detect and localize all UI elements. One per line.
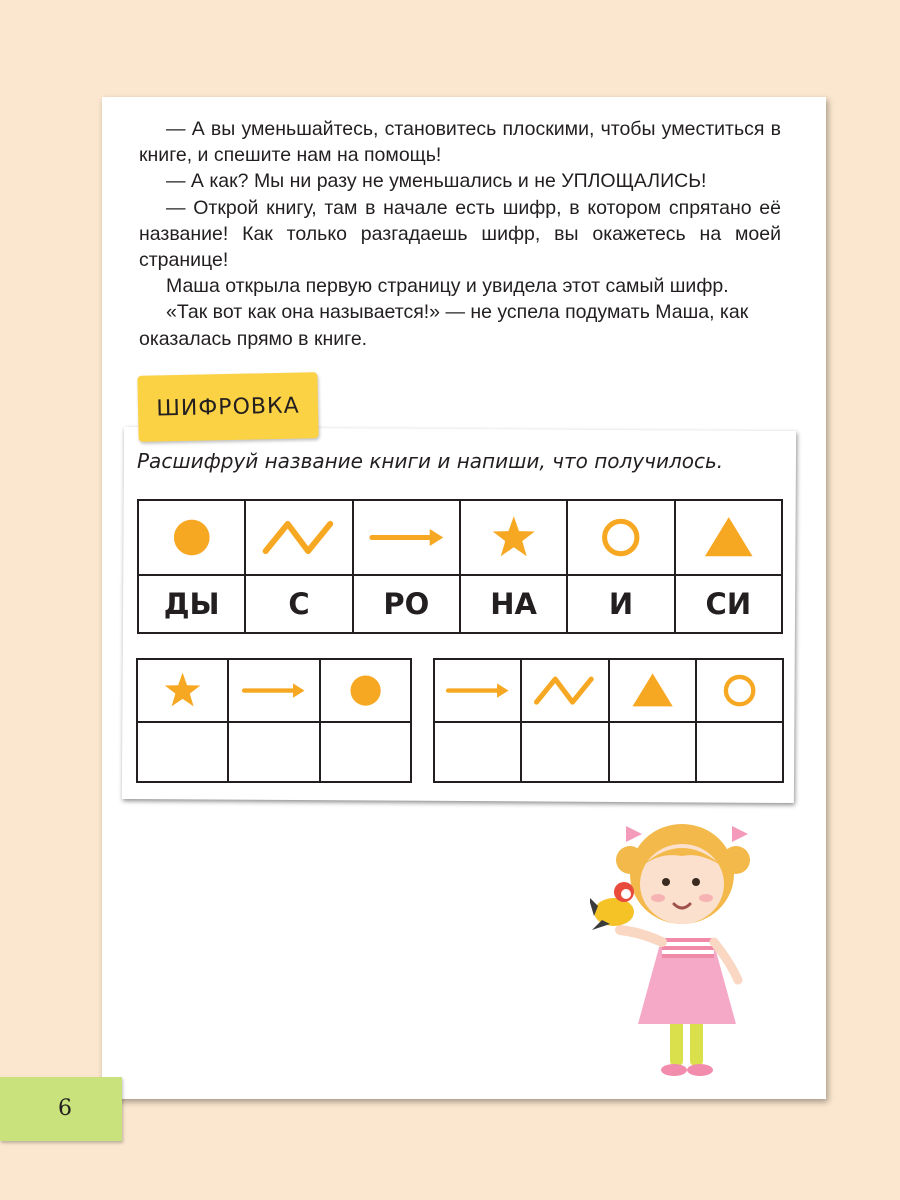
circle-icon [145, 512, 239, 563]
key-syllable: И [608, 587, 634, 621]
key-syllable-cell [245, 575, 352, 633]
key-syllable: ДЫ [163, 587, 220, 621]
key-symbol-cell [567, 500, 674, 575]
puzzle-answer-cell[interactable] [137, 722, 228, 782]
task-badge-label: ШИФРОВКА [156, 393, 300, 421]
puzzle-answer-row [434, 722, 783, 782]
star-icon [467, 512, 561, 563]
puzzle-symbol-cell [320, 659, 411, 722]
puzzle-answer-cell[interactable] [320, 722, 411, 782]
puzzle-answer-cell[interactable] [521, 722, 608, 782]
key-symbol-cell [353, 500, 460, 575]
ring-icon [574, 512, 668, 563]
puzzle-word-2 [433, 658, 784, 783]
task-badge [137, 372, 318, 442]
key-syllables-row [138, 575, 782, 633]
key-syllable-cell [460, 575, 567, 633]
zigzag-icon [525, 669, 604, 712]
cipher-key-table [137, 499, 783, 634]
puzzle-answer-cell[interactable] [434, 722, 521, 782]
puzzle-symbol-cell [434, 659, 521, 722]
story-paragraph: — Открой книгу, там в начале есть шифр, в котором спрятано её название! Как только разгадаешь шифр, вы окажетесь на моей странице! [139, 196, 781, 272]
puzzle-symbol-cell [696, 659, 783, 722]
key-syllable-cell [675, 575, 782, 633]
arrow-icon [234, 669, 313, 712]
puzzle-symbols-row [137, 659, 411, 722]
triangle-icon [682, 512, 776, 563]
story-paragraph: «Так вот как она называется!» — не успела подумать Маша, как оказалась прямо в книге. [139, 301, 749, 350]
key-syllable: НА [490, 587, 537, 621]
circle-icon [326, 669, 405, 712]
puzzle-answer-cell[interactable] [609, 722, 696, 782]
puzzle-answer-cell[interactable] [228, 722, 319, 782]
key-syllable-cell [353, 575, 460, 633]
story-paragraph: Маша открыла первую страницу и увидела этот самый шифр. [166, 275, 729, 298]
puzzle-answer-row [137, 722, 411, 782]
page-number: 6 [58, 1096, 72, 1121]
star-icon [143, 669, 222, 712]
puzzle-answer-cell[interactable] [696, 722, 783, 782]
key-syllable-cell [567, 575, 674, 633]
key-symbol-cell [138, 500, 245, 575]
puzzle-symbol-cell [228, 659, 319, 722]
puzzle-symbol-cell [521, 659, 608, 722]
key-syllable: РО [383, 587, 430, 621]
key-symbols-row [138, 500, 782, 575]
key-syllable: С [288, 587, 310, 621]
key-syllable: СИ [705, 587, 752, 621]
story-paragraph: — А как? Мы ни разу не уменьшались и не УПЛОЩАЛИСЬ! [166, 170, 707, 193]
puzzle-symbol-cell [609, 659, 696, 722]
key-symbol-cell [460, 500, 567, 575]
puzzle-word-1 [136, 658, 412, 783]
arrow-icon [360, 512, 454, 563]
story-paragraph: — А вы уменьшайтесь, становитесь плоскими, чтобы уместиться в книге, и спешите нам на помощь! [139, 118, 781, 167]
key-symbol-cell [245, 500, 352, 575]
puzzle-symbol-cell [137, 659, 228, 722]
key-syllable-cell [138, 575, 245, 633]
arrow-icon [438, 669, 517, 712]
triangle-icon [613, 669, 692, 712]
task-instruction: Расшифруй название книги и напиши, что получилось. [137, 449, 724, 473]
key-symbol-cell [675, 500, 782, 575]
story-text [139, 116, 781, 352]
puzzle-symbols-row [434, 659, 783, 722]
girl-with-bird-illustration [590, 812, 760, 1082]
zigzag-icon [252, 512, 346, 563]
ring-icon [700, 669, 779, 712]
